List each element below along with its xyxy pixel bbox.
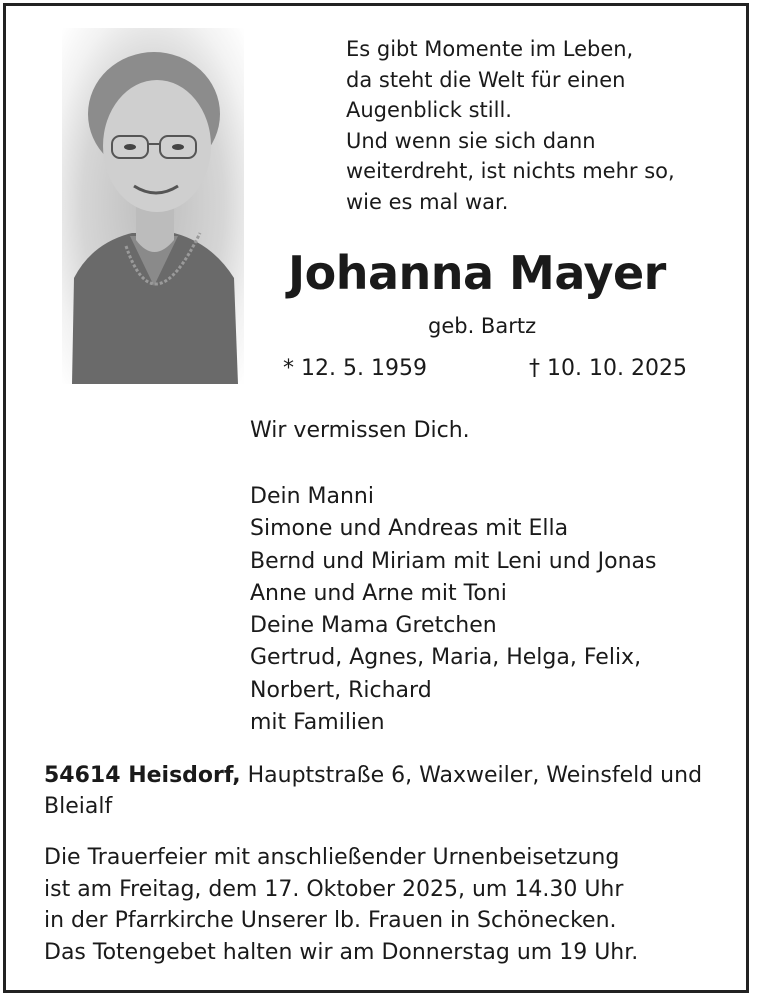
family-member: Deine Mama Gretchen [250,613,497,639]
poem-line: wie es mal war. [346,189,509,214]
portrait-silhouette-icon [62,28,244,384]
service-line: Die Trauerfeier mit anschließender Urnenbeisetzung [44,845,620,870]
address [44,760,744,822]
address-details: Hauptstraße 6, Waxweiler, Weinsfeld und Bleialf [44,763,703,819]
service-line: ist am Freitag, dem 17. Oktober 2025, um 14.30 Uhr [44,876,624,902]
birth-name: geb. Bartz [428,314,537,338]
poem-line: weiterdreht, ist nichts mehr so, [346,159,675,183]
funeral-service-info [44,842,638,968]
family-list [250,481,656,739]
family-member: Bernd und Miriam mit Leni und Jonas [250,548,657,574]
birth-date: * 12. 5. 1959 [283,356,427,381]
service-line: Das Totengebet halten wir am Donnerstag um 19 Uhr. [44,939,639,965]
family-member: Norbert, Richard [250,677,432,703]
family-member: Dein Manni [250,484,374,509]
poem-line: da steht die Welt für einen [346,67,626,92]
poem-line: Und wenn sie sich dann [346,128,596,153]
poem [346,34,675,217]
poem-line: Es gibt Momente im Leben, [346,37,634,61]
service-line: in der Pfarrkirche Unserer lb. Frauen in Schönecken. [44,908,617,933]
death-date: † 10. 10. 2025 [529,356,687,381]
family-member: Gertrud, Agnes, Maria, Helga, Felix, [250,645,642,671]
address-city: 54614 Heisdorf, [44,763,241,788]
poem-line: Augenblick still. [346,98,512,122]
message: Wir vermissen Dich. [250,418,470,443]
family-member: Simone und Andreas mit Ella [250,516,569,542]
deceased-name: Johanna Mayer [288,246,666,300]
family-member: Anne und Arne mit Toni [250,580,507,606]
portrait-photo [62,28,244,384]
family-member: mit Familien [250,710,385,736]
